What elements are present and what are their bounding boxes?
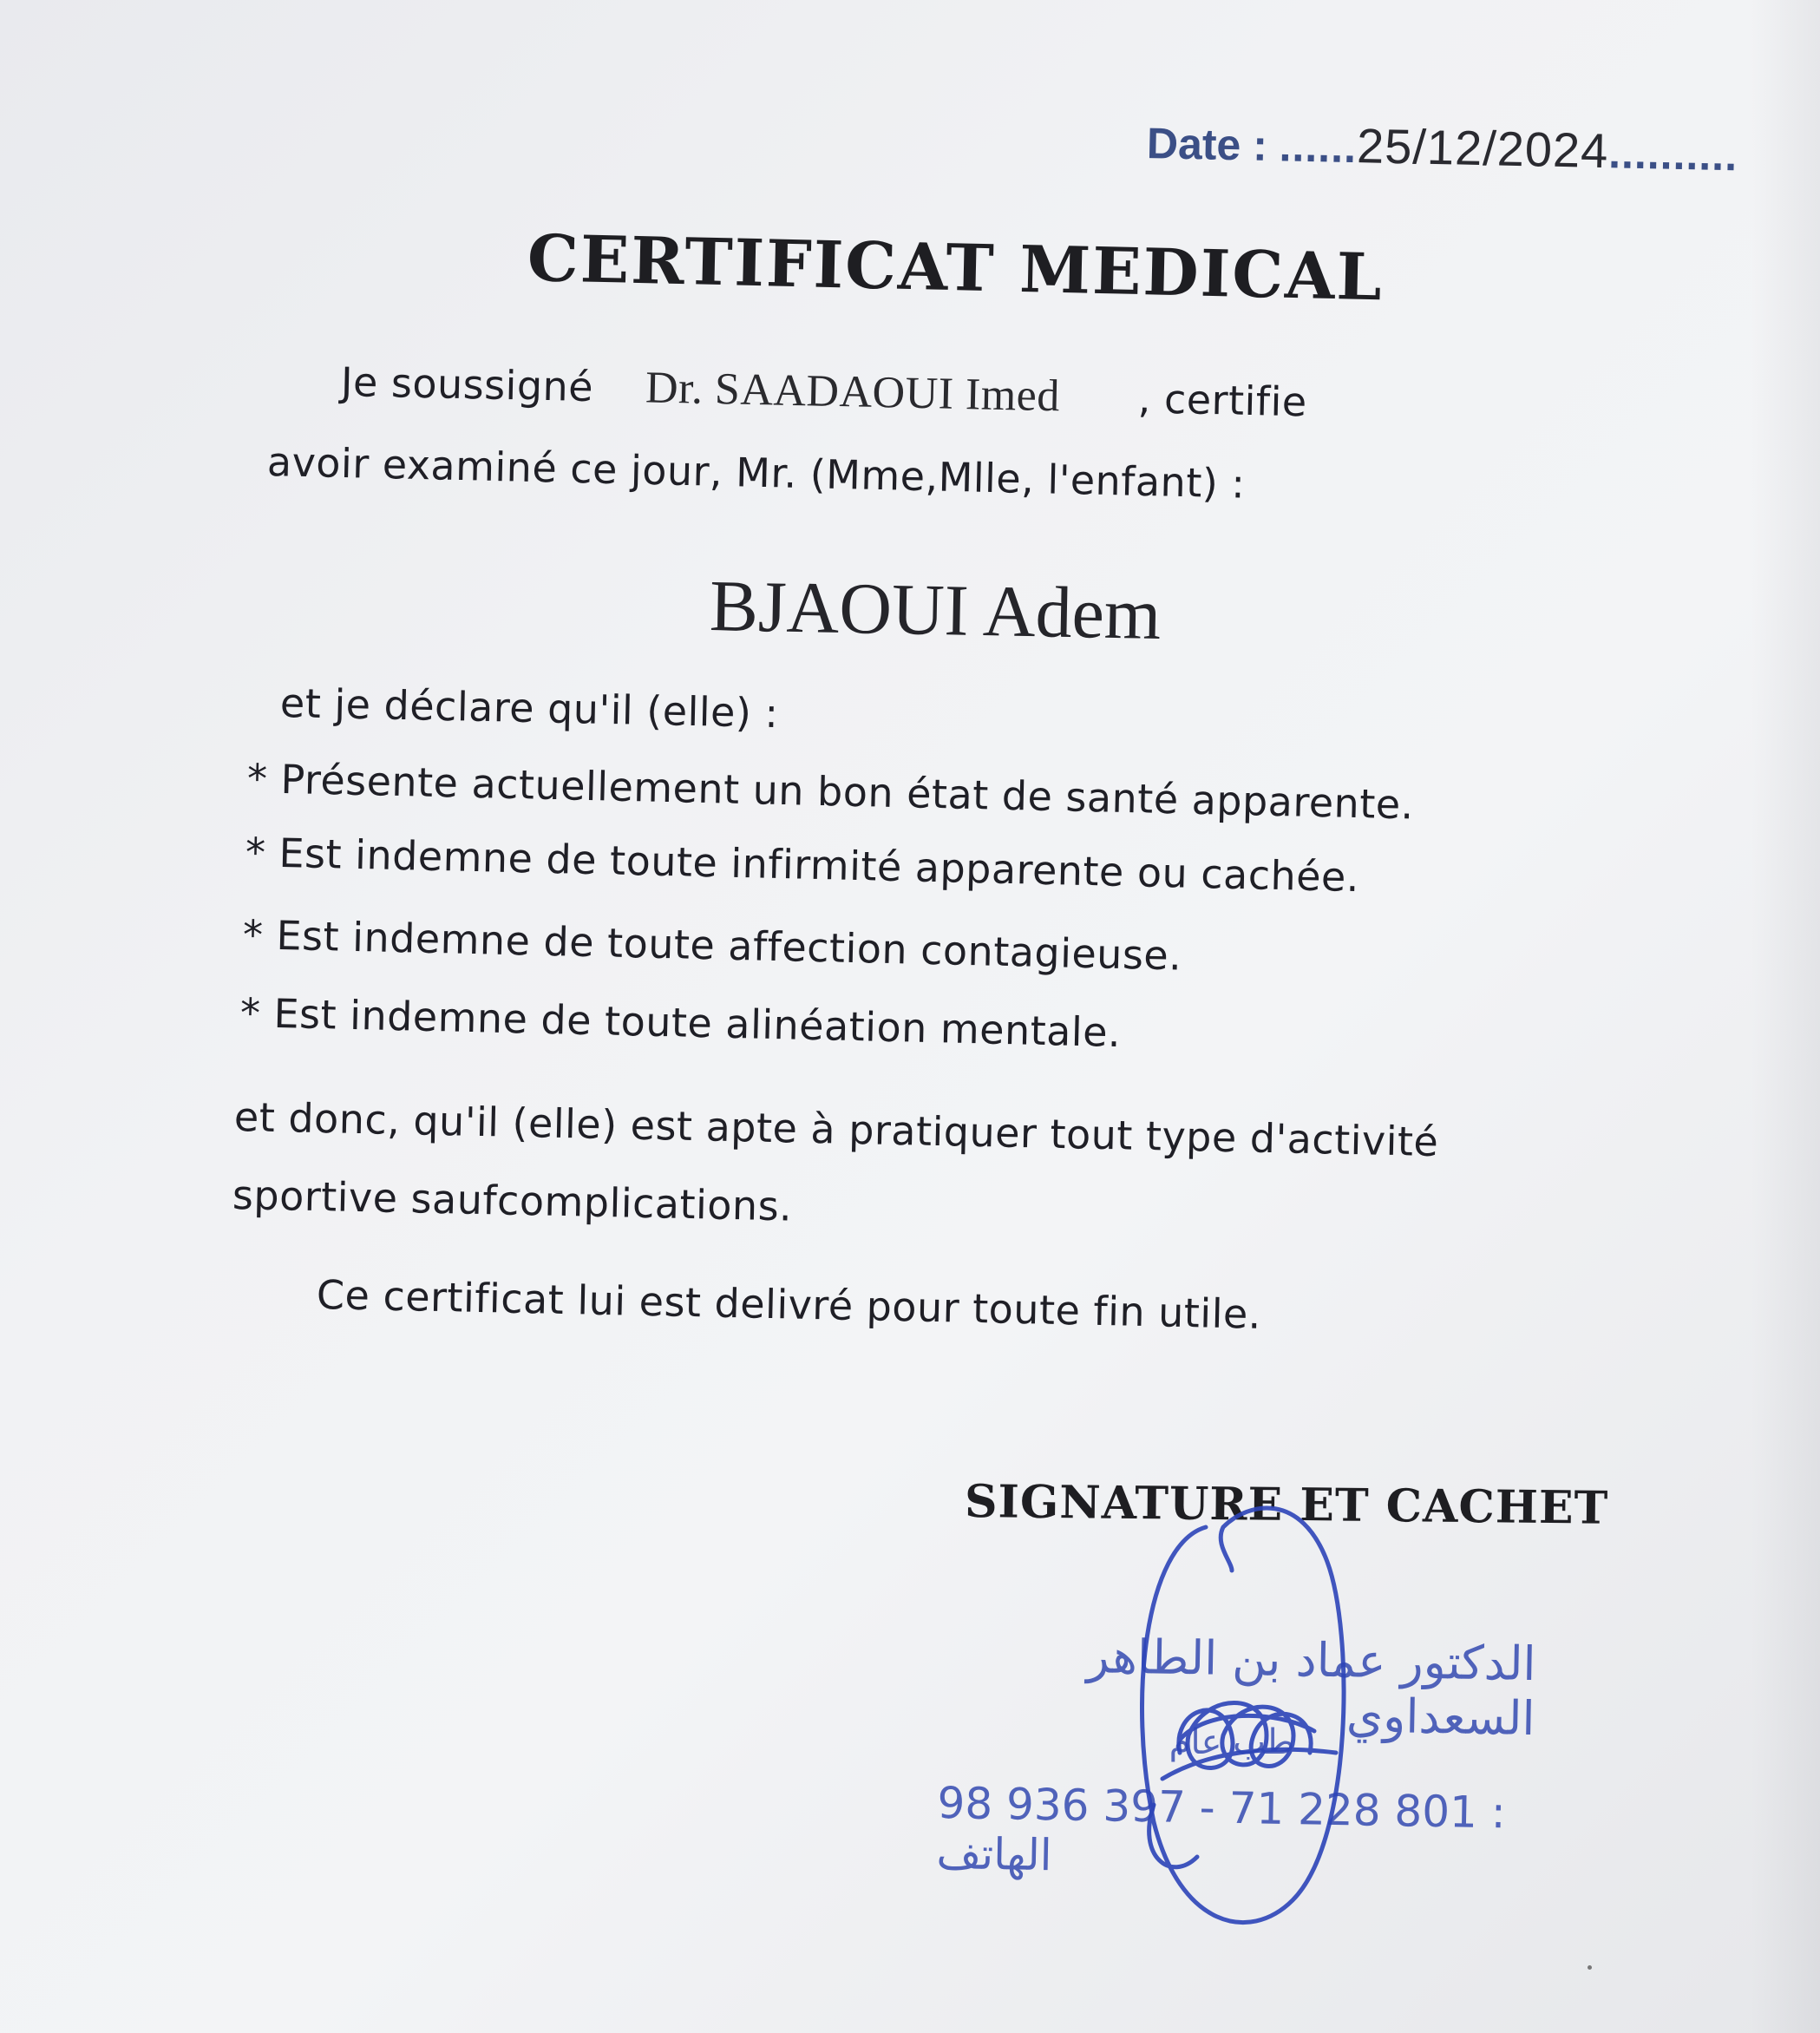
- declare-line: et je déclare qu'il (elle) :: [279, 679, 780, 738]
- date-value: 25/12/2024: [1356, 118, 1610, 179]
- doctor-name: Dr. SAADAOUI Imed: [645, 363, 1061, 422]
- patient-name: BJAOUI Adem: [709, 566, 1162, 655]
- declaration-item: * Présente actuellement un bon état de santé apparente.: [246, 755, 1415, 829]
- stamp-doctor-name: الدكتور عماد بن الطاهر السعداوي: [1086, 1629, 1537, 1747]
- stamp-specialty: طب عام: [1169, 1722, 1295, 1762]
- date-dots-after: ..........: [1607, 128, 1738, 180]
- date-dots-before: ......: [1279, 121, 1358, 173]
- page-title: CERTIFICAT MEDICAL: [527, 221, 1385, 316]
- stamp-phone: 98 936 397 - 71 228 801 : الهاتف: [936, 1777, 1507, 1881]
- signature-scribble: [920, 1492, 1561, 1944]
- intro-suffix: , certifie: [1137, 375, 1308, 426]
- delivery-line: Ce certificat lui est delivré pour toute fin utile.: [316, 1271, 1262, 1338]
- conclusion-line-1: et donc, qu'il (elle) est apte à pratiquer tout type d'activité: [233, 1093, 1439, 1166]
- declaration-item: * Est indemne de toute alinéation mentale.: [239, 989, 1122, 1057]
- paper-edge-shadow: [1751, 0, 1820, 2033]
- examined-line: avoir examiné ce jour, Mr. (Mme,Mlle, l'enfant) :: [266, 438, 1247, 508]
- signature-label: SIGNATURE ET CACHET: [964, 1475, 1609, 1535]
- date-line: [1146, 113, 1738, 181]
- intro-line: [340, 356, 1307, 427]
- declaration-item: * Est indemne de toute affection contagieuse.: [242, 911, 1182, 980]
- declaration-item: * Est indemne de toute infirmité apparente ou cachée.: [245, 829, 1360, 902]
- intro-prefix: Je soussigné: [340, 358, 594, 411]
- date-label: Date :: [1146, 119, 1268, 170]
- conclusion-line-2: sportive saufcomplications.: [232, 1171, 793, 1230]
- paper-speck: [1588, 1965, 1592, 1970]
